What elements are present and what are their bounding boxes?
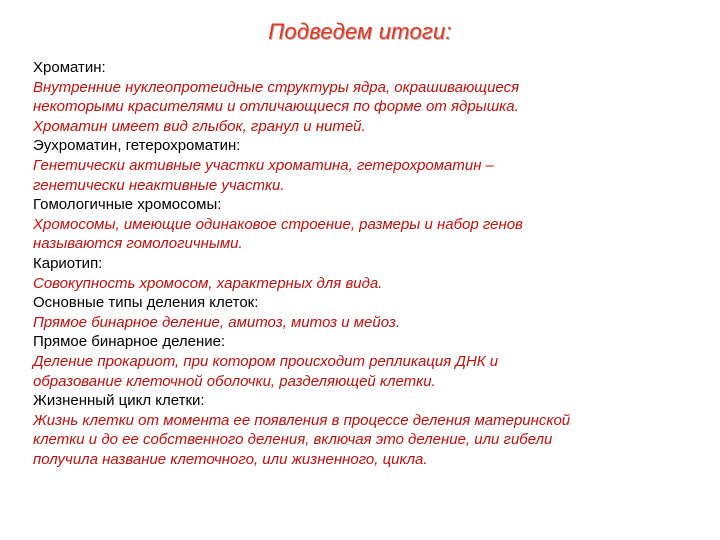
slide-title: Подведем итоги:: [268, 19, 452, 44]
definition-line: генетически неактивные участки.: [33, 176, 285, 194]
term-karyotype: Кариотип:: [33, 254, 103, 272]
definition-line: Хроматин имеет вид глыбок, гранул и нитей.: [33, 117, 366, 135]
term-chromatin: Хроматин:: [33, 59, 106, 76]
definition-line: Жизнь клетки от момента ее появления в процессе деления материнской: [33, 411, 571, 429]
definition-line: Деление прокариот, при котором происходит репликация ДНК и: [33, 352, 499, 370]
definition-line: некоторыми красителями и отличающиеся по форме от ядрышка.: [33, 98, 519, 116]
definition-line: клетки и до ее собственного деления, включая это деление, или гибели: [33, 431, 553, 449]
definition-line: получила название клеточного, или жизненного, цикла.: [33, 450, 428, 468]
term-homologous-chromosomes: Гомологичные хромосомы:: [33, 196, 222, 214]
term-euchromatin-heterochromatin: Эухроматин, гетерохроматин:: [33, 137, 241, 155]
definition-line: образование клеточной оболочки, разделяющей клетки.: [33, 372, 436, 390]
term-binary-fission: Прямое бинарное деление:: [33, 333, 226, 351]
definition-line: называются гомологичными.: [33, 235, 243, 253]
definition-line: Прямое бинарное деление, амитоз, митоз и мейоз.: [33, 313, 401, 331]
definition-line: Совокупность хромосом, характерных для вида.: [33, 274, 383, 292]
definition-line: Внутренние нуклеопротеидные структуры ядра, окрашивающиеся: [33, 78, 520, 96]
term-cell-division-types: Основные типы деления клеток:: [33, 294, 259, 312]
summary-content: [33, 58, 693, 469]
definition-line: Хромосомы, имеющие одинаковое строение, размеры и набор генов: [33, 215, 523, 233]
definition-line: Генетически активные участки хроматина, гетерохроматин –: [33, 156, 494, 174]
term-cell-life-cycle: Жизненный цикл клетки:: [33, 392, 205, 410]
